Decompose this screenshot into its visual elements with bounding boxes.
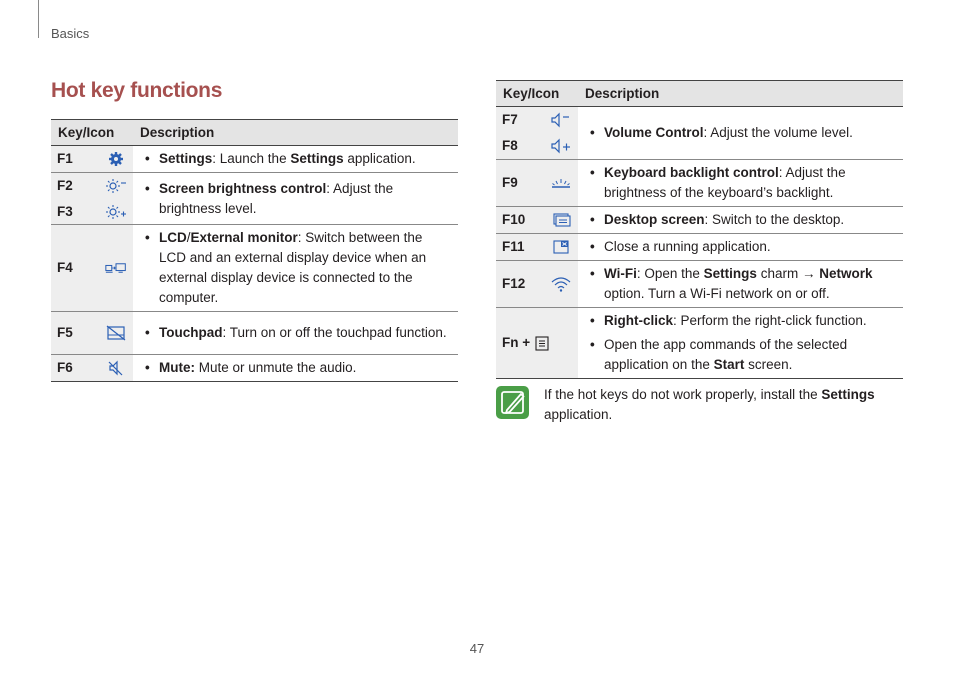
settings-gear-icon: [105, 150, 127, 168]
brightness-down-icon: [105, 177, 127, 195]
header-description: Description: [578, 81, 903, 107]
key-cell: [496, 107, 578, 160]
description-cell: • Wi-Fi: Open the Settings charm → Network option. Turn a Wi-Fi network on or off.: [578, 261, 903, 308]
key-label: F4: [57, 260, 73, 275]
brightness-up-icon: [105, 203, 127, 221]
wifi-icon: [550, 275, 572, 293]
description-cell: • Touchpad: Turn on or off the touchpad function.: [133, 312, 458, 355]
key-label: Fn +: [502, 335, 534, 350]
key-label: F8: [502, 138, 518, 153]
description-cell: • Right-click: Perform the right-click function. • Open the app commands of the selected application on the Start screen.: [578, 308, 903, 379]
key-cell: [51, 173, 133, 225]
key-cell: [496, 160, 578, 207]
key-cell: [51, 312, 133, 355]
key-label: F12: [502, 276, 526, 291]
key-label: F5: [57, 325, 73, 340]
key-label: F6: [57, 360, 73, 375]
touchpad-off-icon: [105, 324, 127, 342]
table-row: [496, 160, 903, 207]
table-row: [51, 225, 458, 312]
close-app-icon: [550, 238, 572, 256]
key-label: F3: [57, 203, 73, 219]
key-label: F7: [502, 112, 518, 127]
key-label: F2: [57, 177, 73, 193]
key-label: F9: [502, 175, 518, 190]
page-number: 47: [469, 641, 485, 656]
table-row: [496, 261, 903, 308]
keyboard-backlight-icon: [550, 174, 572, 192]
key-cell: [51, 355, 133, 382]
key-label: F11: [502, 239, 525, 254]
note-text: If the hot keys do not work properly, install the Settings application.: [544, 387, 875, 422]
table-row: [51, 355, 458, 382]
table-row: [51, 173, 458, 225]
table-row: [496, 207, 903, 234]
key-cell: [496, 207, 578, 234]
mute-icon: [105, 359, 127, 377]
note-pencil-icon: [496, 386, 529, 419]
hotkey-table-left: [51, 119, 458, 382]
key-cell: [51, 225, 133, 312]
description-cell: • Settings: Launch the Settings application.: [133, 146, 458, 173]
header-description: Description: [133, 120, 458, 146]
table-row: [496, 308, 903, 379]
key-cell: [496, 308, 578, 379]
description-cell: • Mute: Mute or unmute the audio.: [133, 355, 458, 382]
description-cell: • Keyboard backlight control: Adjust the brightness of the keyboard’s backlight.: [578, 160, 903, 207]
desktop-icon: [550, 211, 572, 229]
table-row: [51, 312, 458, 355]
description-cell: • Volume Control: Adjust the volume level.: [578, 107, 903, 160]
description-cell: • Desktop screen: Switch to the desktop.: [578, 207, 903, 234]
volume-down-icon: [550, 111, 572, 129]
note-box: [496, 385, 906, 425]
header-key: Key/Icon: [496, 81, 578, 107]
table-row: [496, 234, 903, 261]
table-row: [496, 107, 903, 160]
key-label: F10: [502, 212, 526, 227]
description-cell: • LCD/External monitor: Switch between the LCD and an external display device when an external display device is connected to the computer.: [133, 225, 458, 312]
menu-key-icon: [534, 334, 550, 352]
header-key: Key/Icon: [51, 120, 133, 146]
margin-rule: [38, 0, 39, 38]
hotkey-table-right: [496, 80, 903, 379]
table-row: [51, 146, 458, 173]
page-title: Hot key functions: [51, 79, 223, 102]
volume-up-icon: [550, 137, 572, 155]
key-cell: [496, 234, 578, 261]
external-monitor-icon: [105, 259, 127, 277]
key-cell: [496, 261, 578, 308]
key-cell: [51, 146, 133, 173]
description-cell: • Close a running application.: [578, 234, 903, 261]
description-cell: • Screen brightness control: Adjust the brightness level.: [133, 173, 458, 225]
key-label: F1: [57, 151, 73, 166]
section-label: Basics: [51, 26, 90, 41]
